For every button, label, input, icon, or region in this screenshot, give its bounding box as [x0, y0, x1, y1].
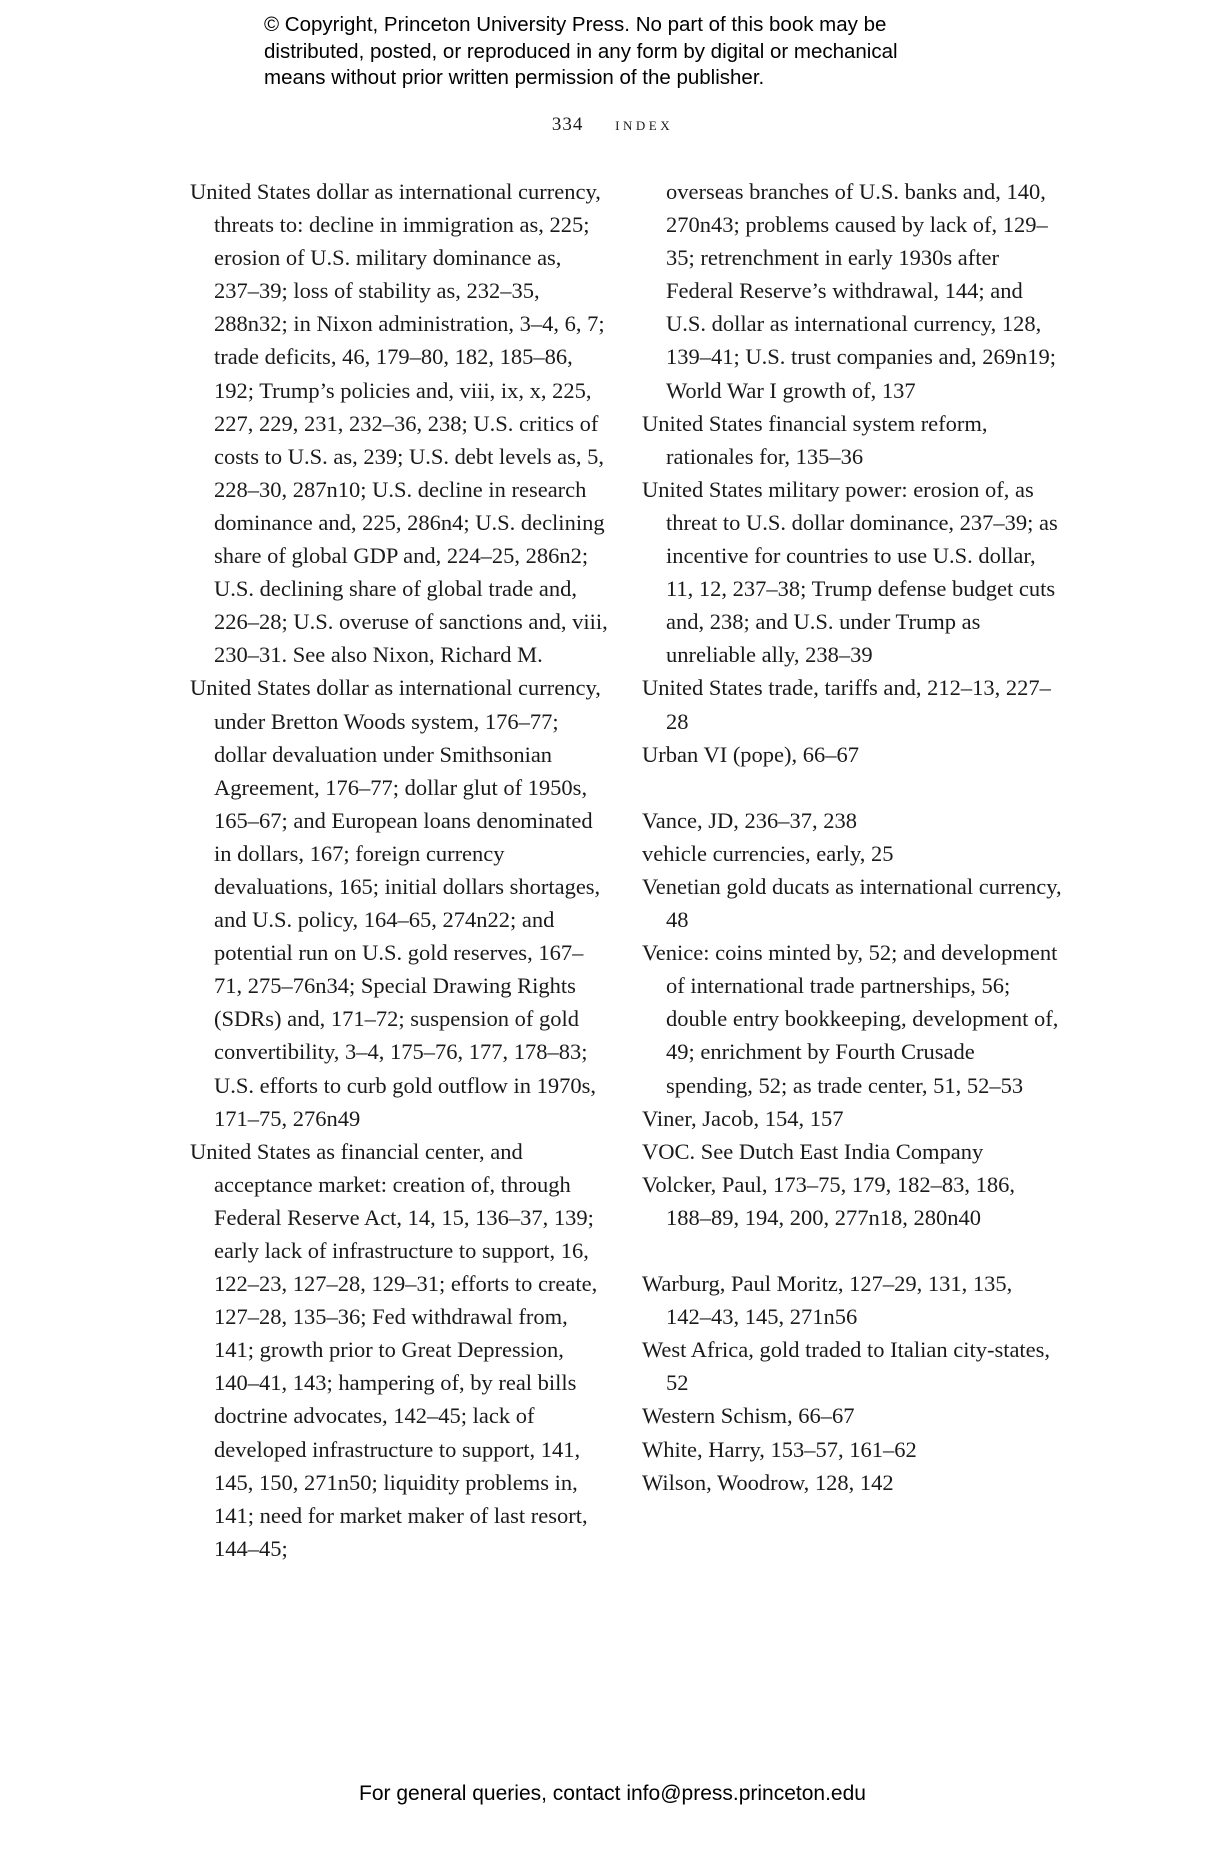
letter-group-divider — [642, 771, 1062, 804]
index-entry: Venice: coins minted by, 52; and development of international trade partnerships, 56; double entry bookkeeping, development of, 49; enrichment by Fourth Crusade spending, 52; as trade center, 51, 52–53 — [642, 940, 1059, 1098]
letter-group-divider — [642, 1234, 1062, 1267]
index-entry: Viner, Jacob, 154, 157 — [642, 1105, 844, 1131]
index-entry: United States financial system reform, rationales for, 135–36 — [642, 410, 988, 469]
copyright-line: © Copyright, Princeton University Press. No part of this book may be — [264, 13, 887, 36]
section-title: index — [615, 114, 674, 135]
index-entry: Volcker, Paul, 173–75, 179, 182–83, 186, 188–89, 194, 200, 277n18, 280n40 — [642, 1171, 1016, 1230]
copyright-line: means without prior written permission of the publisher. — [264, 66, 765, 89]
index-entry: Urban VI (pope), 66–67 — [642, 741, 860, 767]
index-entry-continuation: overseas branches of U.S. banks and, 140, 270n43; problems caused by lack of, 129–35; retrenchment in early 1930s after Federal Reserve’s withdrawal, 144; and U.S. dollar as international currency, 128, 139–41; U.S. trust companies and, 269n19; World War I growth of, 137 — [666, 179, 1056, 403]
index-column-left — [190, 175, 610, 1565]
index-entry: VOC. See Dutch East India Company — [642, 1138, 984, 1164]
index-entry: Wilson, Woodrow, 128, 142 — [642, 1469, 894, 1495]
index-entry: Western Schism, 66–67 — [642, 1403, 855, 1429]
page-number: 334 — [551, 114, 584, 135]
index-entry: United States dollar as international currency, under Bretton Woods system, 176–77; dollar devaluation under Smithsonian Agreement, 176–77; dollar glut of 1950s, 165–67; and European loans denominated in dollars, 167; foreign currency devaluations, 165; initial dollars shortages, and U.S. policy, 164–65, 274n22; and potential run on U.S. gold reserves, 167–71, 275–76n34; Special Drawing Rights (SDRs) and, 171–72; suspension of gold convertibility, 3–4, 175–76, 177, 178–83; U.S. efforts to curb gold outflow in 1970s, 171–75, 276n49 — [190, 675, 601, 1131]
index-entry: Vance, JD, 236–37, 238 — [642, 807, 857, 833]
copyright-notice — [264, 12, 1024, 92]
index-entry: vehicle currencies, early, 25 — [642, 840, 894, 866]
copyright-line: distributed, posted, or reproduced in any form by digital or mechanical — [264, 39, 898, 63]
index-column-right — [642, 175, 1062, 1499]
index-entry: United States as financial center, and acceptance market: creation of, through Federal Reserve Act, 14, 15, 136–37, 139; early lack of infrastructure to support, 16, 122–23, 127–28, 129–31; efforts to create, 127–28, 135–36; Fed withdrawal from, 141; growth prior to Great Depression, 140–41, 143; hampering of, by real bills doctrine advocates, 142–45; lack of developed infrastructure to support, 141, 145, 150, 271n50; liquidity problems in, 141; need for market maker of last resort, 144–45; — [190, 1138, 598, 1561]
index-entry: United States trade, tariffs and, 212–13, 227–28 — [642, 675, 1051, 734]
index-entry: United States military power: erosion of, as threat to U.S. dollar dominance, 237–39; as incentive for countries to use U.S. dollar, 11, 12, 237–38; Trump defense budget cuts and, 238; and U.S. under Trump as unreliable ally, 238–39 — [642, 476, 1058, 668]
index-entry: Venetian gold ducats as international currency, 48 — [642, 873, 1062, 933]
index-entry: White, Harry, 153–57, 161–62 — [642, 1436, 917, 1462]
footer-contact: For general queries, contact info@press.princeton.edu — [359, 1782, 866, 1805]
index-entry: West Africa, gold traded to Italian city-states, 52 — [642, 1337, 1051, 1396]
running-head — [0, 114, 1225, 136]
index-entry: Warburg, Paul Moritz, 127–29, 131, 135, 142–43, 145, 271n56 — [642, 1271, 1013, 1330]
index-entry: United States dollar as international currency, threats to: decline in immigration as, 225; erosion of U.S. military dominance as, 237–39; loss of stability as, 232–35, 288n32; in Nixon administration, 3–4, 6, 7; trade deficits, 46, 179–80, 182, 185–86, 192; Trump’s policies and, viii, ix, x, 225, 227, 229, 231, 232–36, 238; U.S. critics of costs to U.S. as, 239; U.S. debt levels as, 5, 228–30, 287n10; U.S. decline in research dominance and, 225, 286n4; U.S. declining share of global GDP and, 224–25, 286n2; U.S. declining share of global trade and, 226–28; U.S. overuse of sanctions and, viii, 230–31. See also Nixon, Richard M. — [190, 179, 608, 668]
